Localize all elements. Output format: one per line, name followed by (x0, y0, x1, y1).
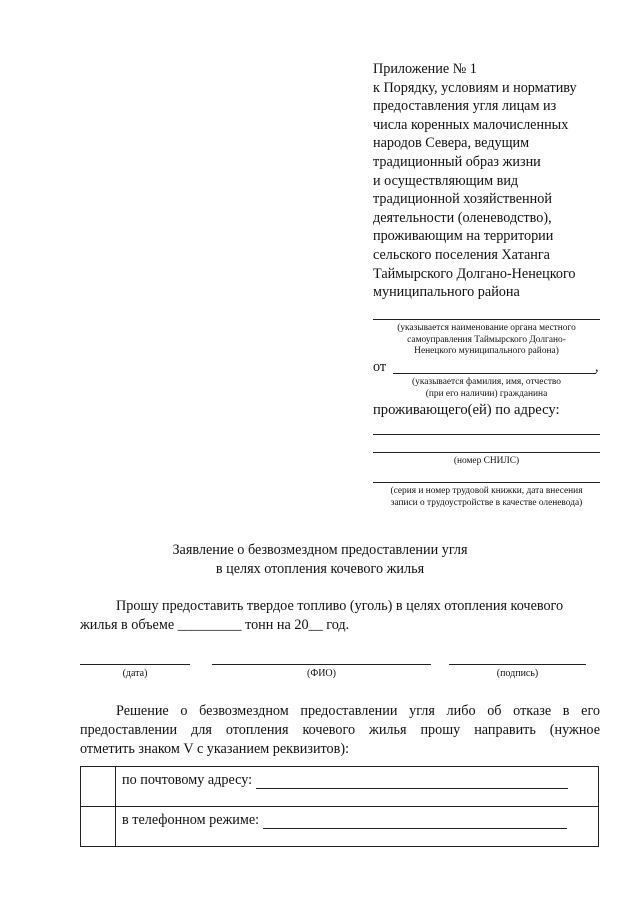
from-label: от (373, 359, 387, 375)
appendix-line: традиционный образ жизни (373, 153, 541, 170)
fio-label: (ФИО) (306, 668, 336, 679)
phone-checkbox[interactable] (81, 807, 116, 847)
address-line-1[interactable] (373, 434, 600, 435)
phone-cell (116, 807, 599, 847)
phone-number-line[interactable] (263, 814, 567, 829)
appendix-line: числа коренных малочисленных (373, 116, 569, 133)
decision-line-2: предоставлении для отопления кочевого жилья прошу направить (нужное (80, 722, 600, 738)
fio-line[interactable] (212, 664, 431, 665)
postal-checkbox[interactable] (81, 767, 116, 807)
appendix-line: Таймырского Долгано-Ненецкого (373, 265, 576, 282)
organ-name-hint: (указывается наименование органа местного самоуправления Таймырского Долгано- Ненецкого муниципального района) (397, 323, 576, 357)
appendix-line: Приложение № 1 (373, 61, 477, 77)
workbook-hint: (серия и номер трудовой книжки, дата внесения записи о трудоустройстве в качестве оленевода) (390, 486, 583, 508)
postal-label: по почтовому адресу: (122, 772, 253, 788)
date-label: (дата) (122, 668, 148, 679)
appendix-line: предоставления угля лицам из (373, 98, 557, 115)
address-line-2[interactable] (373, 452, 600, 453)
appendix-line: проживающим на территории (373, 228, 554, 245)
workbook-line[interactable] (373, 482, 600, 483)
appendix-line: деятельности (оленеводство), (373, 209, 552, 226)
appendix-line: и осуществляющим вид (373, 172, 519, 189)
volume-blank[interactable]: _________ (177, 617, 242, 633)
appendix-line: муниципального района (373, 284, 520, 301)
document-title (0, 541, 640, 579)
request-paragraph (80, 597, 600, 635)
appendix-line: традиционной хозяйственной (373, 191, 552, 208)
signature-label: (подпись) (496, 668, 539, 679)
from-name-line[interactable] (393, 373, 596, 374)
postal-cell (116, 767, 599, 807)
decision-paragraph (80, 702, 600, 759)
date-line[interactable] (80, 664, 190, 665)
signature-line[interactable] (449, 664, 586, 665)
snils-hint: (номер СНИЛС) (453, 456, 520, 466)
fio-hint: (указывается фамилия, имя, отчество (при его наличии) гражданина (412, 377, 561, 399)
option-row-phone (81, 807, 599, 847)
title-line-1: Заявление о безвозмездном предоставлении угля (172, 542, 468, 558)
decision-line-1: Решение о безвозмездном предоставлении угля либо об отказе в его (116, 703, 600, 719)
address-label: проживающего(ей) по адресу: (373, 402, 560, 418)
appendix-line: народов Севера, ведущим (373, 135, 530, 152)
title-line-2: в целях отопления кочевого жилья (215, 561, 425, 577)
postal-address-line[interactable] (256, 774, 568, 789)
request-line-2: жилья в объеме _________ тонн на 20__ год. (80, 617, 350, 633)
request-line-1: Прошу предоставить твердое топливо (уголь) в целях отопления кочевого (116, 598, 564, 614)
from-comma: , (595, 359, 599, 375)
option-row-postal (81, 767, 599, 807)
appendix-block (373, 60, 623, 302)
year-blank[interactable]: __ (308, 617, 323, 633)
decision-line-3: отметить знаком V с указанием реквизитов): (80, 741, 350, 757)
phone-label: в телефонном режиме: (122, 812, 260, 828)
organ-name-line[interactable] (373, 319, 600, 320)
appendix-line: к Порядку, условиям и нормативу (373, 79, 577, 96)
appendix-line: сельского поселения Хатанга (373, 246, 550, 263)
delivery-options-table (80, 766, 599, 847)
